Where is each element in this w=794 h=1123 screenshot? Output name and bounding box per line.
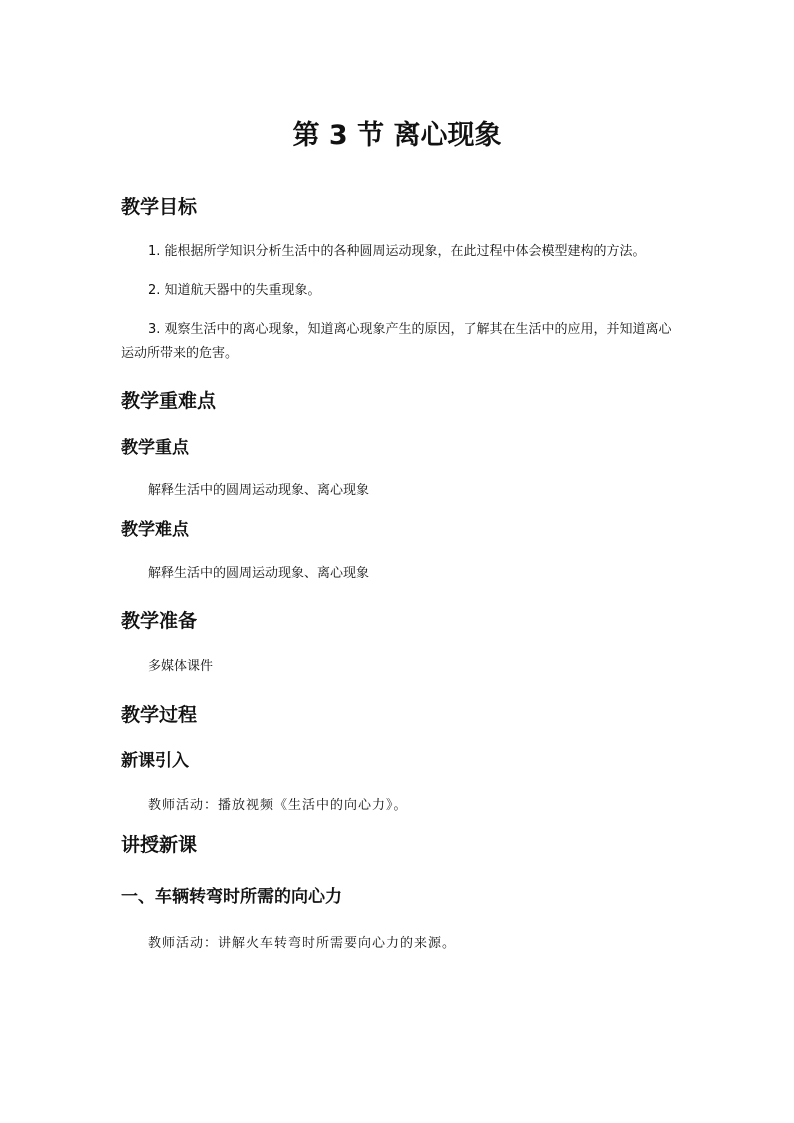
key-difficult-heading: 教学重难点 [121, 390, 217, 412]
key-points-text: 解释生活中的圆周运动现象、离心现象 [148, 483, 370, 498]
new-lesson-heading: 讲授新课 [121, 834, 198, 856]
preparation-heading: 教学准备 [121, 610, 198, 632]
objective-item-3: 3. 观察生活中的离心现象，知道离心现象产生的原因，了解其在生活中的应用，并知道离心运动所带来的危害。 [121, 322, 672, 361]
intro-text: 教师活动：播放视频《生活中的向心力》。 [148, 798, 408, 813]
objective-item-1: 1. 能根据所学知识分析生活中的各种圆周运动现象，在此过程中体会模型建构的方法。 [148, 244, 646, 259]
process-heading: 教学过程 [121, 704, 198, 726]
section-1-heading: 一、车辆转弯时所需的向心力 [121, 887, 342, 907]
preparation-text: 多媒体课件 [148, 659, 214, 674]
objective-item-2: 2. 知道航天器中的失重现象。 [148, 283, 321, 298]
document-title: 第 3 节 离心现象 [292, 120, 502, 151]
objectives-heading: 教学目标 [121, 196, 198, 218]
key-points-heading: 教学重点 [121, 438, 189, 458]
difficult-points-heading: 教学难点 [121, 520, 189, 540]
intro-heading: 新课引入 [121, 751, 189, 771]
difficult-points-text: 解释生活中的圆周运动现象、离心现象 [148, 566, 370, 581]
section-1-text: 教师活动：讲解火车转弯时所需要向心力的来源。 [148, 936, 457, 951]
